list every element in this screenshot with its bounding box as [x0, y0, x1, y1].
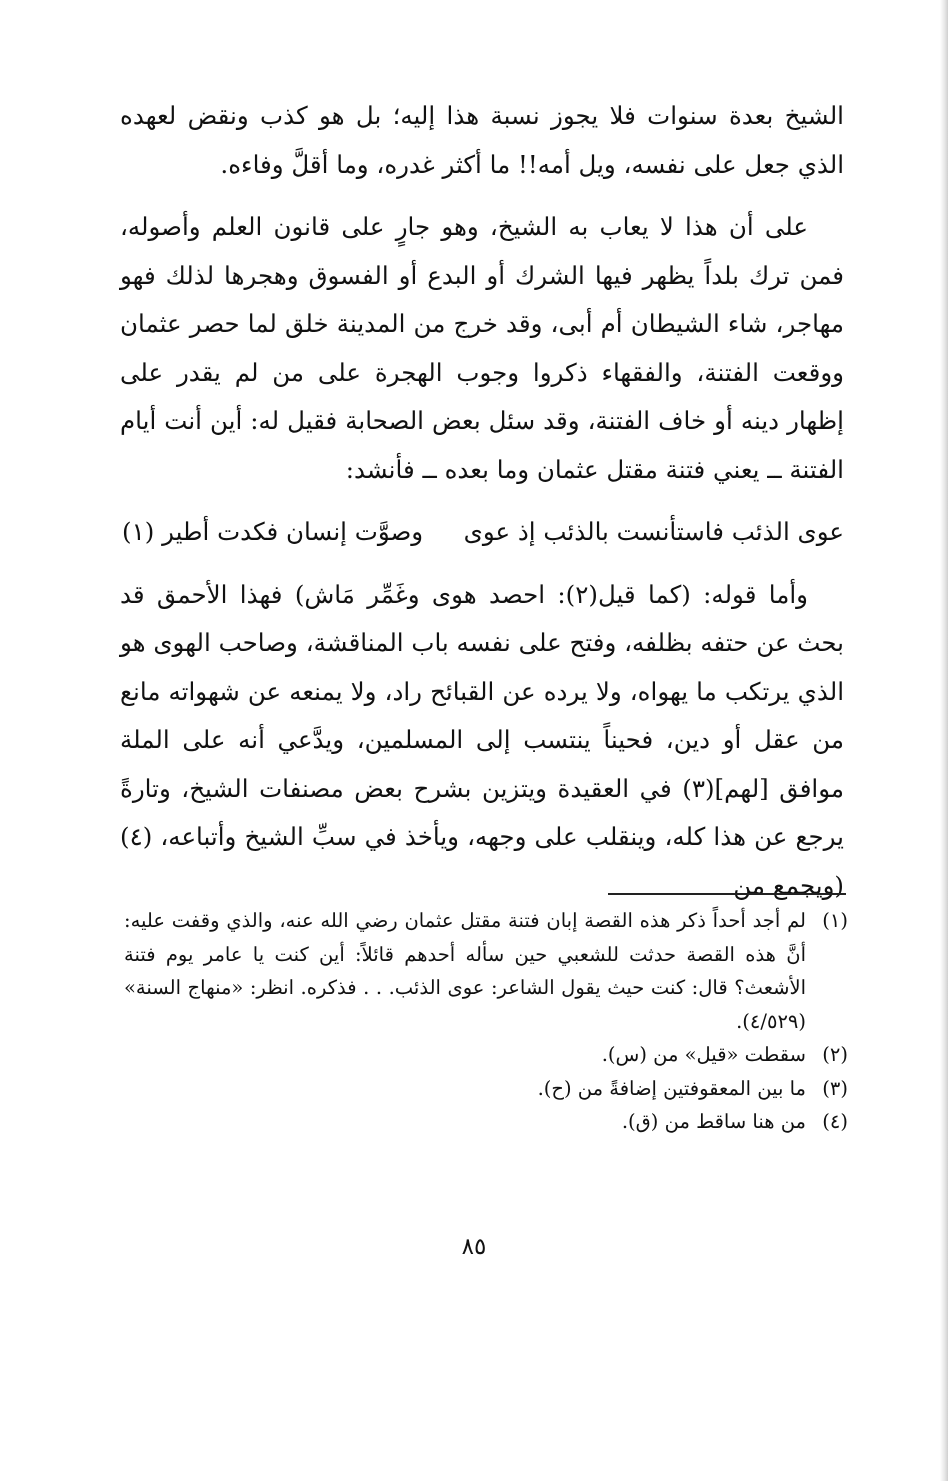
footnote-item: [124, 1105, 848, 1139]
footnote-text: سقطت «قيل» من (س).: [601, 1043, 806, 1066]
footnote-separator: [608, 893, 846, 895]
footnotes: [124, 904, 848, 1139]
page-edge-shadow: [940, 0, 948, 1481]
footnote-item: [124, 1038, 848, 1072]
footnote-text: من هنا ساقط من (ق).: [621, 1110, 806, 1133]
footnote-number: (٤): [822, 1110, 848, 1133]
page-number: ٨٥: [461, 1234, 487, 1260]
paragraph-1: الشيخ بعدة سنوات فلا يجوز نسبة هذا إليه؛ بل هو كذب ونقض لعهده الذي جعل على نفسه، ويل أمه!! ما أكثر غدره، وما أقلَّ وفاءه.: [120, 101, 844, 179]
footnote-number: (١): [822, 909, 848, 932]
main-text: [120, 92, 844, 910]
footnote-item: [124, 1072, 848, 1106]
footnote-text: ما بين المعقوفتين إضافةً من (ح).: [537, 1076, 806, 1100]
footnote-text: لم أجد أحداً ذكر هذه القصة إبان فتنة مقتل عثمان رضي الله عنه، والذي وقفت عليه: أنَّ هذه القصة حدثت للشعبي حين سأله أحدهم قائلاً: أين كنت يا عامر يوم فتنة الأشعث؟ قال: كنت حيث يقول الشاعر: عوى الذئب. . . فذكره. انظر: «منهاج السنة» (٤/٥٢٩).: [124, 909, 806, 1033]
footnote-number: (٢): [822, 1043, 848, 1066]
paragraph-3: وأما قوله: (كما قيل(٢): احصد هوى وغَمِّر مَاش) فهذا الأحمق قد بحث عن حتفه بظلفه، وفتح على نفسه باب المناقشة، وصاحب الهوى هو الذي يرتكب ما يهواه، ولا يرده عن القبائح راد، ولا يمنعه عن شهواته مانع من عقل أو دين، فحيناً ينتسب إلى المسلمين، ويدَّعي أنه على الملة موافق [لهم](٣) في العقيدة ويتزين بشرح بعض مصنفات الشيخ، وتارةً يرجع عن هذا كله، وينقلب على وجهه، ويأخذ في سبِّ الشيخ وأتباعه، (٤)(ويجمع من: [120, 579, 844, 900]
footnote-item: [124, 904, 848, 1038]
verse-second-hemistich: وصوَّت إنسان فكدت أطير (١): [122, 517, 424, 546]
poetry-verse: [120, 508, 844, 557]
footnote-number: (٣): [822, 1076, 848, 1100]
paragraph-2: على أن هذا لا يعاب به الشيخ، وهو جارٍ على قانون العلم وأصوله، فمن ترك بلداً يظهر فيها الشرك أو البدع أو الفسوق وهجرها لذلك فهو مهاجر، شاء الشيطان أم أبى، وقد خرج من المدينة خلق لما حصر عثمان ووقعت الفتنة، والفقهاء ذكروا وجوب الهجرة على من لم يقدر على إظهار دينه أو خاف الفتنة، وقد سئل بعض الصحابة فقيل له: أين أنت أيام الفتنة ــ يعني فتنة مقتل عثمان وما بعده ــ فأنشد:: [120, 212, 844, 484]
verse-first-hemistich: عوى الذئب فاستأنست بالذئب إذ عوى: [463, 517, 844, 546]
